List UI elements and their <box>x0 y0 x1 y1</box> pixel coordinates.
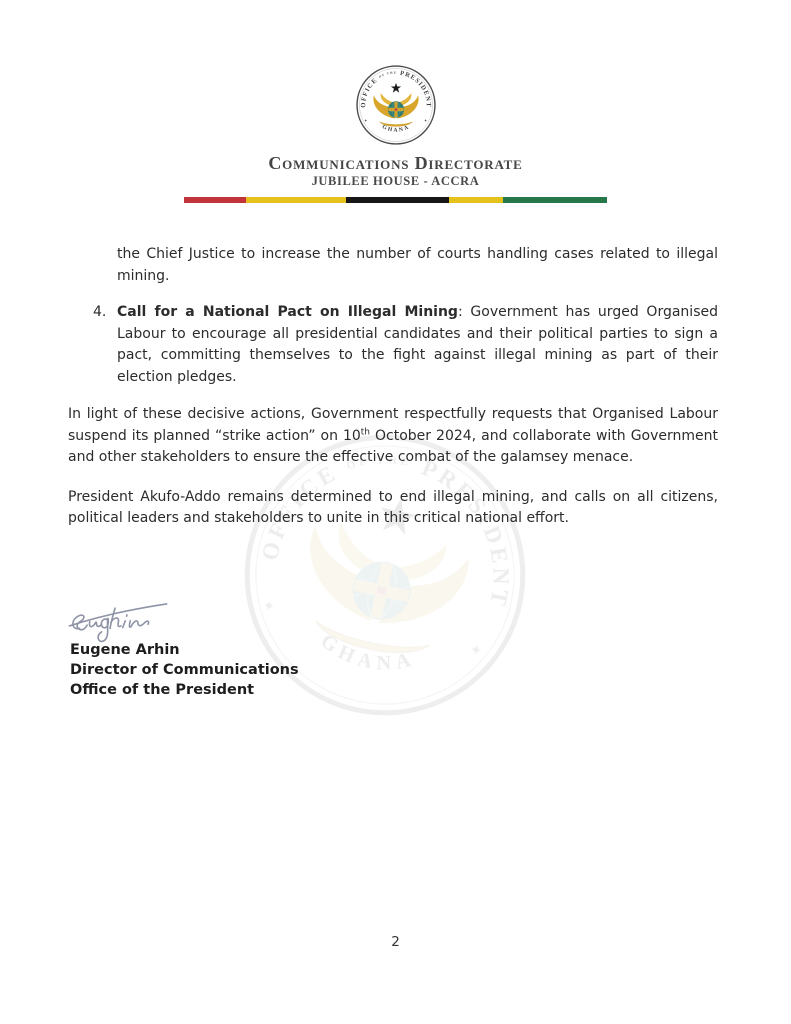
flag-bar-segment <box>449 197 503 203</box>
paragraph-in-light-text-2: October 2024, and collaborate with Government and other stakeholders to ensure the effective combat of the galamsey menace. <box>68 427 718 465</box>
ghana-flag-divider <box>184 197 607 203</box>
list-number: 4. <box>93 304 107 320</box>
directorate-address: JUBILEE HOUSE - ACCRA <box>311 174 480 188</box>
flag-bar-segment <box>184 197 246 203</box>
letterhead <box>0 64 791 188</box>
continuation-paragraph: the Chief Justice to increase the number of courts handling cases related to illegal mining. <box>117 246 718 284</box>
handwritten-signature <box>66 594 176 646</box>
directorate-title: Communications Directorate <box>268 153 523 173</box>
signatory-office: Office of the President <box>70 682 255 698</box>
item-4-heading: Call for a National Pact on Illegal Mining <box>117 304 458 320</box>
paragraph-in-light-text: In light of these decisive actions, Government respectfully requests that Organised Labour suspend its planned “strike action” on 10 <box>68 406 718 444</box>
paragraph-president: President Akufo-Addo remains determined to end illegal mining, and calls on all citizens, political leaders and stakeholders to unite in this critical national effort. <box>68 488 718 526</box>
flag-bar-segment <box>503 197 607 203</box>
paragraph-in-light <box>68 404 718 469</box>
numbered-item-4 <box>68 302 718 388</box>
signatory-block <box>70 640 299 700</box>
item-4-text: : Government has urged Organised Labour to encourage all presidential candidates and their political parties to sign a pact, committing themselves to the fight against illegal mining as part of their election pledges. <box>117 304 718 385</box>
signatory-name: Eugene Arhin <box>70 642 180 658</box>
presidential-seal-logo <box>355 64 437 146</box>
flag-bar-segment <box>246 197 346 203</box>
ordinal-superscript: th <box>360 426 370 437</box>
page-number: 2 <box>391 934 400 950</box>
signatory-title: Director of Communications <box>70 662 299 678</box>
flag-bar-segment <box>346 197 448 203</box>
letter-body <box>68 244 718 530</box>
